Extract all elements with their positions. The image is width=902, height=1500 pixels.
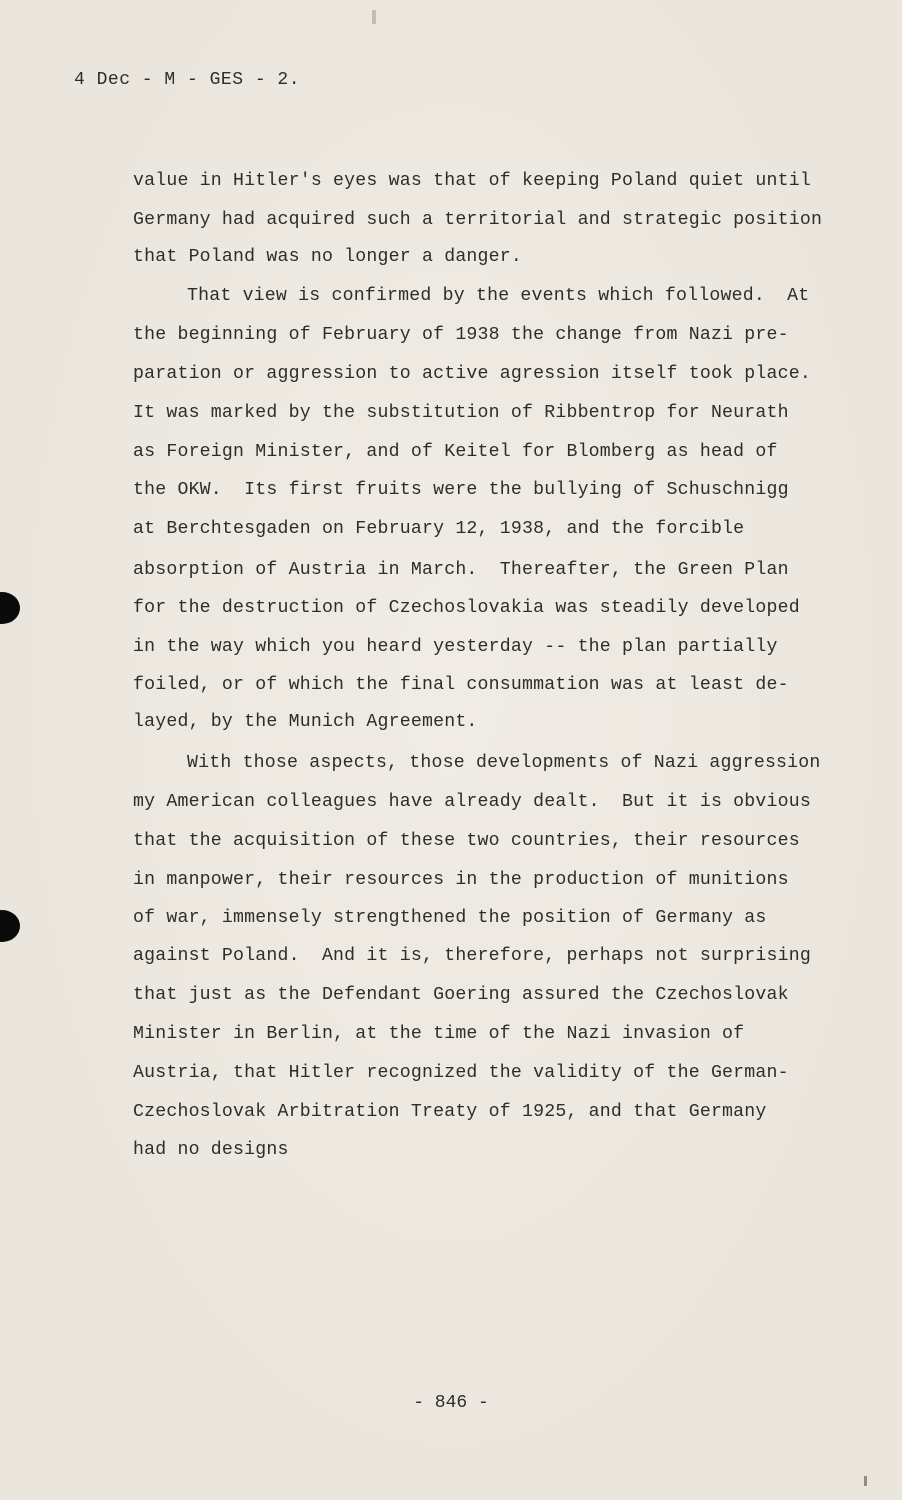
- text-line: layed, by the Munich Agreement.: [133, 712, 478, 732]
- text-line: in manpower, their resources in the production of munitions: [133, 870, 789, 890]
- text-line: It was marked by the substitution of Ribbentrop for Neurath: [133, 403, 789, 423]
- text-line: had no designs: [133, 1140, 289, 1160]
- punch-hole: [0, 910, 20, 942]
- text-line: in the way which you heard yesterday -- the plan partially: [133, 637, 778, 657]
- text-line: paration or aggression to active agression itself took place.: [133, 364, 811, 384]
- page-number: - 846 -: [413, 1393, 489, 1413]
- text-line: of war, immensely strengthened the position of Germany as: [133, 908, 767, 928]
- text-line: foiled, or of which the final consummation was at least de-: [133, 675, 789, 695]
- text-line: the beginning of February of 1938 the change from Nazi pre-: [133, 325, 789, 345]
- document-reference: 4 Dec - M - GES - 2.: [74, 70, 301, 90]
- text-line: absorption of Austria in March. Thereafter, the Green Plan: [133, 560, 789, 580]
- text-line: With those aspects, those developments of Nazi aggression: [187, 753, 821, 773]
- paper-mark: [864, 1476, 867, 1486]
- text-line: Minister in Berlin, at the time of the Nazi invasion of: [133, 1024, 745, 1044]
- text-line: the OKW. Its first fruits were the bullying of Schuschnigg: [133, 480, 789, 500]
- text-line: for the destruction of Czechoslovakia was steadily developed: [133, 598, 800, 618]
- text-line: as Foreign Minister, and of Keitel for Blomberg as head of: [133, 442, 778, 462]
- punch-hole: [0, 592, 20, 624]
- text-line: value in Hitler's eyes was that of keeping Poland quiet until: [133, 171, 811, 191]
- text-line: that Poland was no longer a danger.: [133, 247, 522, 267]
- text-line: Germany had acquired such a territorial and strategic position: [133, 210, 823, 230]
- text-line: Czechoslovak Arbitration Treaty of 1925, and that Germany: [133, 1102, 767, 1122]
- text-line: my American colleagues have already dealt. But it is obvious: [133, 792, 811, 812]
- text-line: against Poland. And it is, therefore, perhaps not surprising: [133, 946, 811, 966]
- text-line: Austria, that Hitler recognized the validity of the German-: [133, 1063, 789, 1083]
- text-line: That view is confirmed by the events which followed. At: [187, 286, 810, 306]
- text-line: that the acquisition of these two countries, their resources: [133, 831, 800, 851]
- text-line: at Berchtesgaden on February 12, 1938, and the forcible: [133, 519, 745, 539]
- text-line: that just as the Defendant Goering assured the Czechoslovak: [133, 985, 789, 1005]
- paper-mark: [372, 10, 376, 24]
